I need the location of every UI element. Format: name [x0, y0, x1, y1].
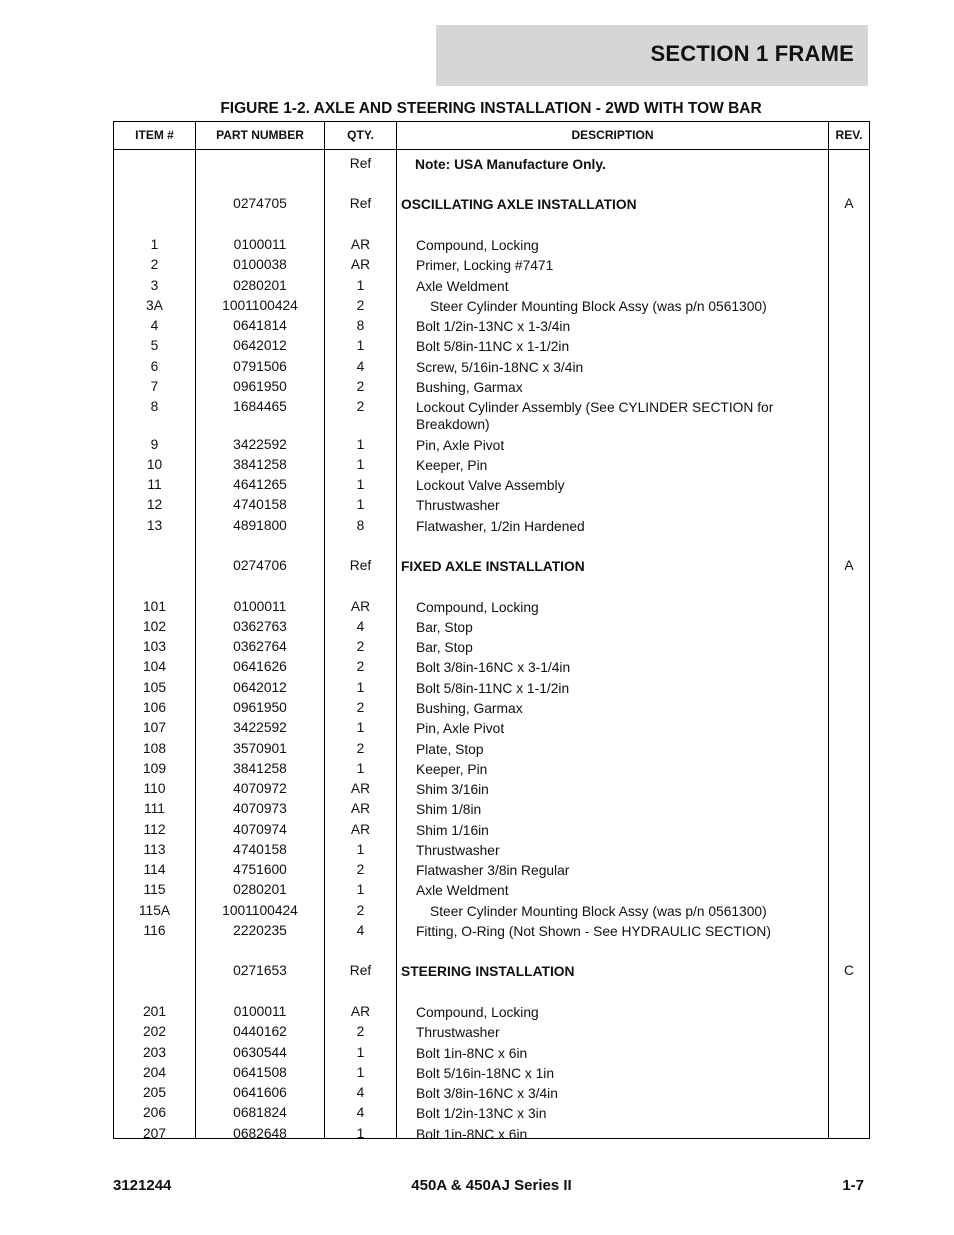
parts-table	[113, 121, 870, 1142]
table-row	[114, 318, 869, 338]
cell-description: Keeper, Pin	[416, 458, 488, 473]
cell-description: Axle Weldment	[416, 279, 509, 294]
cell-qty: 4	[356, 1085, 365, 1100]
section-title: SECTION 1 FRAME	[650, 41, 854, 66]
cell-description: Flatwasher, 1/2in Hardened	[416, 519, 585, 534]
cell-part-number: 4070973	[233, 801, 287, 816]
table-row	[114, 457, 869, 477]
table-row	[114, 497, 869, 517]
cell-qty: 8	[356, 518, 365, 533]
cell-item: 12	[146, 497, 163, 512]
table-row	[114, 518, 869, 538]
cell-item: 11	[147, 477, 162, 492]
cell-qty: AR	[350, 822, 371, 837]
cell-item: 102	[142, 619, 167, 634]
cell-qty: 1	[356, 278, 365, 293]
table-row	[114, 257, 869, 277]
cell-qty: 1	[356, 1126, 365, 1141]
table-row	[114, 338, 869, 358]
table-row	[114, 1024, 869, 1044]
table-row	[114, 359, 869, 379]
table-row	[114, 477, 869, 497]
cell-description: Screw, 5/16in-18NC x 3/4in	[416, 360, 584, 375]
cell-description: Bolt 5/8in-11NC x 1-1/2in	[416, 681, 570, 696]
cell-part-number: 4740158	[233, 497, 287, 512]
table-row	[114, 379, 869, 399]
cell-part-number: 0681824	[233, 1105, 287, 1120]
cell-qty: AR	[350, 257, 371, 272]
table-row	[114, 437, 869, 457]
assembly-header-row	[114, 196, 869, 216]
cell-item: 205	[142, 1085, 167, 1100]
cell-qty: 4	[356, 923, 365, 938]
cell-part-number: 2220235	[233, 923, 287, 938]
header-item: ITEM #	[135, 128, 174, 142]
cell-part-number: 4751600	[233, 862, 287, 877]
cell-part-number: 0362764	[233, 639, 287, 654]
cell-item: 103	[142, 639, 167, 654]
table-header	[114, 122, 869, 150]
cell-description: Note: USA Manufacture Only.	[415, 157, 606, 172]
cell-description: Plate, Stop	[416, 742, 484, 757]
table-row	[114, 1105, 869, 1125]
cell-description: Bar, Stop	[416, 640, 473, 655]
cell-item: 5	[150, 338, 159, 353]
cell-description: Bolt 1/2in-13NC x 3in	[416, 1106, 547, 1121]
table-row	[114, 761, 869, 781]
cell-qty: 4	[356, 619, 365, 634]
table-row	[114, 599, 869, 619]
cell-description: Shim 1/8in	[416, 802, 482, 817]
cell-part-number: 0100038	[233, 257, 287, 272]
table-row	[114, 822, 869, 842]
cell-qty: 4	[356, 359, 365, 374]
table-row	[114, 923, 869, 943]
cell-item: 10	[146, 457, 163, 472]
cell-item: 101	[142, 599, 167, 614]
cell-qty: 2	[356, 379, 365, 394]
cell-part-number: 0630544	[233, 1045, 287, 1060]
cell-qty: Ref	[349, 558, 372, 573]
cell-item: 4	[150, 318, 159, 333]
cell-part-number: 4070972	[233, 781, 287, 796]
cell-item: 201	[142, 1004, 167, 1019]
table-row	[114, 1065, 869, 1085]
cell-qty: AR	[350, 781, 371, 796]
cell-qty: 2	[356, 1024, 365, 1039]
cell-item: 202	[142, 1024, 167, 1039]
cell-part-number: 0641626	[233, 659, 287, 674]
cell-item: 9	[150, 437, 159, 452]
cell-qty: 1	[356, 842, 365, 857]
cell-description: Axle Weldment	[416, 883, 509, 898]
cell-item: 105	[142, 680, 167, 695]
cell-qty: Ref	[349, 963, 372, 978]
cell-part-number: 0100011	[233, 237, 287, 252]
cell-part-number: 4641265	[233, 477, 287, 492]
cell-item: 6	[150, 359, 159, 374]
cell-item: 114	[143, 862, 166, 877]
cell-part-number: 0641814	[233, 318, 287, 333]
cell-qty: 2	[356, 903, 365, 918]
cell-qty: 4	[356, 1105, 365, 1120]
cell-rev: A	[844, 558, 854, 573]
cell-qty: 1	[356, 882, 365, 897]
cell-description: Compound, Locking	[416, 600, 539, 615]
cell-part-number: 3422592	[233, 720, 287, 735]
cell-description: Bolt 1/2in-13NC x 1-3/4in	[416, 319, 571, 334]
table-row	[114, 399, 869, 432]
cell-description: Steer Cylinder Mounting Block Assy (was p/n 0561300)	[430, 299, 767, 314]
header-qty: QTY.	[347, 128, 374, 142]
header-rev: REV.	[835, 128, 863, 142]
cell-qty: 1	[356, 761, 365, 776]
cell-item: 112	[143, 822, 166, 837]
cell-part-number: 0791506	[233, 359, 287, 374]
table-row	[114, 741, 869, 761]
assembly-header-row	[114, 558, 869, 578]
cell-description: Bar, Stop	[416, 620, 473, 635]
table-row	[114, 1004, 869, 1024]
cell-qty: 1	[356, 1045, 365, 1060]
cell-qty: AR	[350, 599, 371, 614]
cell-item: 203	[142, 1045, 167, 1060]
cell-qty: 1	[356, 497, 365, 512]
assembly-header-row	[114, 963, 869, 983]
cell-rev: C	[844, 963, 854, 978]
cell-item: 207	[142, 1126, 167, 1141]
cell-part-number: 0682648	[233, 1126, 287, 1141]
table-row	[114, 801, 869, 821]
table-row	[114, 700, 869, 720]
header-description: DESCRIPTION	[571, 128, 654, 142]
cell-qty: 2	[356, 399, 365, 414]
section-banner	[436, 25, 868, 86]
cell-qty: 1	[356, 437, 365, 452]
cell-item: 13	[146, 518, 163, 533]
cell-description: Primer, Locking #7471	[416, 258, 554, 273]
cell-part-number: 0274705	[233, 196, 287, 211]
cell-qty: 1	[356, 1065, 365, 1080]
cell-qty: Ref	[349, 196, 372, 211]
note-row	[114, 156, 869, 176]
cell-item: 109	[142, 761, 167, 776]
cell-rev: A	[844, 196, 854, 211]
cell-description: Bolt 5/8in-11NC x 1-1/2in	[416, 339, 570, 354]
cell-part-number: 0280201	[233, 882, 287, 897]
cell-part-number: 0961950	[233, 379, 287, 394]
cell-qty: 2	[356, 298, 365, 313]
cell-part-number: 0274706	[233, 558, 287, 573]
cell-part-number: 0100011	[233, 1004, 287, 1019]
cell-qty: Ref	[349, 156, 372, 171]
cell-item: 115	[143, 882, 166, 897]
table-row	[114, 882, 869, 902]
cell-description: Bolt 1in-8NC x 6in	[416, 1046, 528, 1061]
table-row	[114, 680, 869, 700]
cell-part-number: 3422592	[233, 437, 287, 452]
cell-part-number: 4740158	[233, 842, 287, 857]
cell-part-number: 3570901	[233, 741, 287, 756]
table-row	[114, 903, 869, 923]
cell-item: 206	[142, 1105, 167, 1120]
cell-part-number: 0642012	[233, 680, 287, 695]
cell-part-number: 0961950	[233, 700, 287, 715]
cell-qty: 8	[356, 318, 365, 333]
cell-item: 111	[144, 801, 165, 816]
cell-description: Lockout Valve Assembly	[416, 478, 565, 493]
cell-qty: 2	[356, 639, 365, 654]
cell-description: FIXED AXLE INSTALLATION	[401, 559, 585, 574]
table-row	[114, 619, 869, 639]
footer-page-number: 1-7	[842, 1177, 864, 1194]
cell-qty: 2	[356, 659, 365, 674]
cell-item: 8	[150, 399, 159, 414]
figure-title: FIGURE 1-2. AXLE AND STEERING INSTALLATION - 2WD WITH TOW BAR	[220, 100, 762, 117]
cell-part-number: 0280201	[233, 278, 287, 293]
cell-description: Lockout Cylinder Assembly (See CYLINDER SECTION for Breakdown)	[416, 400, 774, 432]
cell-description: Thrustwasher	[416, 1025, 500, 1040]
cell-description: Shim 1/16in	[416, 823, 489, 838]
footer-doc-number: 3121244	[113, 1177, 172, 1194]
cell-part-number: 4891800	[233, 518, 287, 533]
table-row	[114, 781, 869, 801]
cell-qty: 1	[356, 680, 365, 695]
cell-part-number: 0271653	[233, 963, 287, 978]
cell-item: 2	[150, 257, 159, 272]
cell-description: Flatwasher 3/8in Regular	[416, 863, 570, 878]
cell-item: 106	[142, 700, 167, 715]
cell-description: Bushing, Garmax	[416, 701, 523, 716]
cell-part-number: 3841258	[233, 457, 287, 472]
header-part-number: PART NUMBER	[216, 128, 304, 142]
cell-item: 107	[142, 720, 167, 735]
cell-qty: 2	[356, 741, 365, 756]
table-row	[114, 842, 869, 862]
cell-description: OSCILLATING AXLE INSTALLATION	[401, 197, 637, 212]
cell-item: 110	[143, 781, 166, 796]
cell-part-number: 0362763	[233, 619, 287, 634]
cell-qty: 1	[356, 338, 365, 353]
cell-qty: AR	[350, 801, 371, 816]
cell-part-number: 0642012	[233, 338, 287, 353]
cell-description: Bushing, Garmax	[416, 380, 523, 395]
cell-item: 104	[142, 659, 167, 674]
table-row	[114, 1126, 869, 1146]
cell-qty: 1	[356, 477, 365, 492]
cell-part-number: 4070974	[233, 822, 287, 837]
cell-item: 3	[150, 278, 159, 293]
cell-qty: 2	[356, 862, 365, 877]
cell-description: Bolt 5/16in-18NC x 1in	[416, 1066, 555, 1081]
cell-item: 115A	[138, 903, 171, 918]
cell-qty: AR	[350, 237, 371, 252]
table-row	[114, 659, 869, 679]
table-row	[114, 1045, 869, 1065]
cell-description: Pin, Axle Pivot	[416, 721, 505, 736]
cell-qty: 1	[356, 720, 365, 735]
cell-description: Compound, Locking	[416, 238, 539, 253]
table-row	[114, 720, 869, 740]
cell-part-number: 0641508	[233, 1065, 287, 1080]
cell-part-number: 3841258	[233, 761, 287, 776]
table-row	[114, 862, 869, 882]
cell-description: Bolt 3/8in-16NC x 3/4in	[416, 1086, 558, 1101]
footer-model: 450A & 450AJ Series II	[411, 1177, 572, 1194]
cell-item: 116	[143, 923, 166, 938]
cell-part-number: 1684465	[233, 399, 287, 414]
cell-part-number: 0440162	[233, 1024, 287, 1039]
table-row	[114, 237, 869, 257]
cell-qty: AR	[350, 1004, 371, 1019]
page-footer	[113, 1177, 870, 1197]
table-row	[114, 639, 869, 659]
cell-description: Bolt 1in-8NC x 6in	[416, 1127, 528, 1142]
cell-item: 7	[150, 379, 159, 394]
cell-item: 204	[142, 1065, 167, 1080]
cell-description: Steer Cylinder Mounting Block Assy (was p/n 0561300)	[430, 904, 767, 919]
cell-description: STEERING INSTALLATION	[401, 964, 575, 979]
cell-qty: 1	[356, 457, 365, 472]
table-row	[114, 298, 869, 318]
cell-description: Keeper, Pin	[416, 762, 488, 777]
cell-qty: 2	[356, 700, 365, 715]
cell-description: Thrustwasher	[416, 498, 500, 513]
cell-description: Pin, Axle Pivot	[416, 438, 505, 453]
cell-description: Thrustwasher	[416, 843, 500, 858]
cell-item: 108	[142, 741, 167, 756]
cell-part-number: 1001100424	[222, 903, 298, 918]
cell-item: 3A	[146, 298, 163, 313]
cell-part-number: 1001100424	[222, 298, 298, 313]
cell-item: 1	[150, 237, 159, 252]
cell-item: 113	[143, 842, 166, 857]
cell-part-number: 0641606	[233, 1085, 287, 1100]
cell-description: Fitting, O-Ring (Not Shown - See HYDRAULIC SECTION)	[416, 924, 771, 939]
table-row	[114, 278, 869, 298]
table-row	[114, 1085, 869, 1105]
cell-part-number: 0100011	[233, 599, 287, 614]
cell-description: Bolt 3/8in-16NC x 3-1/4in	[416, 660, 571, 675]
cell-description: Compound, Locking	[416, 1005, 539, 1020]
cell-description: Shim 3/16in	[416, 782, 489, 797]
